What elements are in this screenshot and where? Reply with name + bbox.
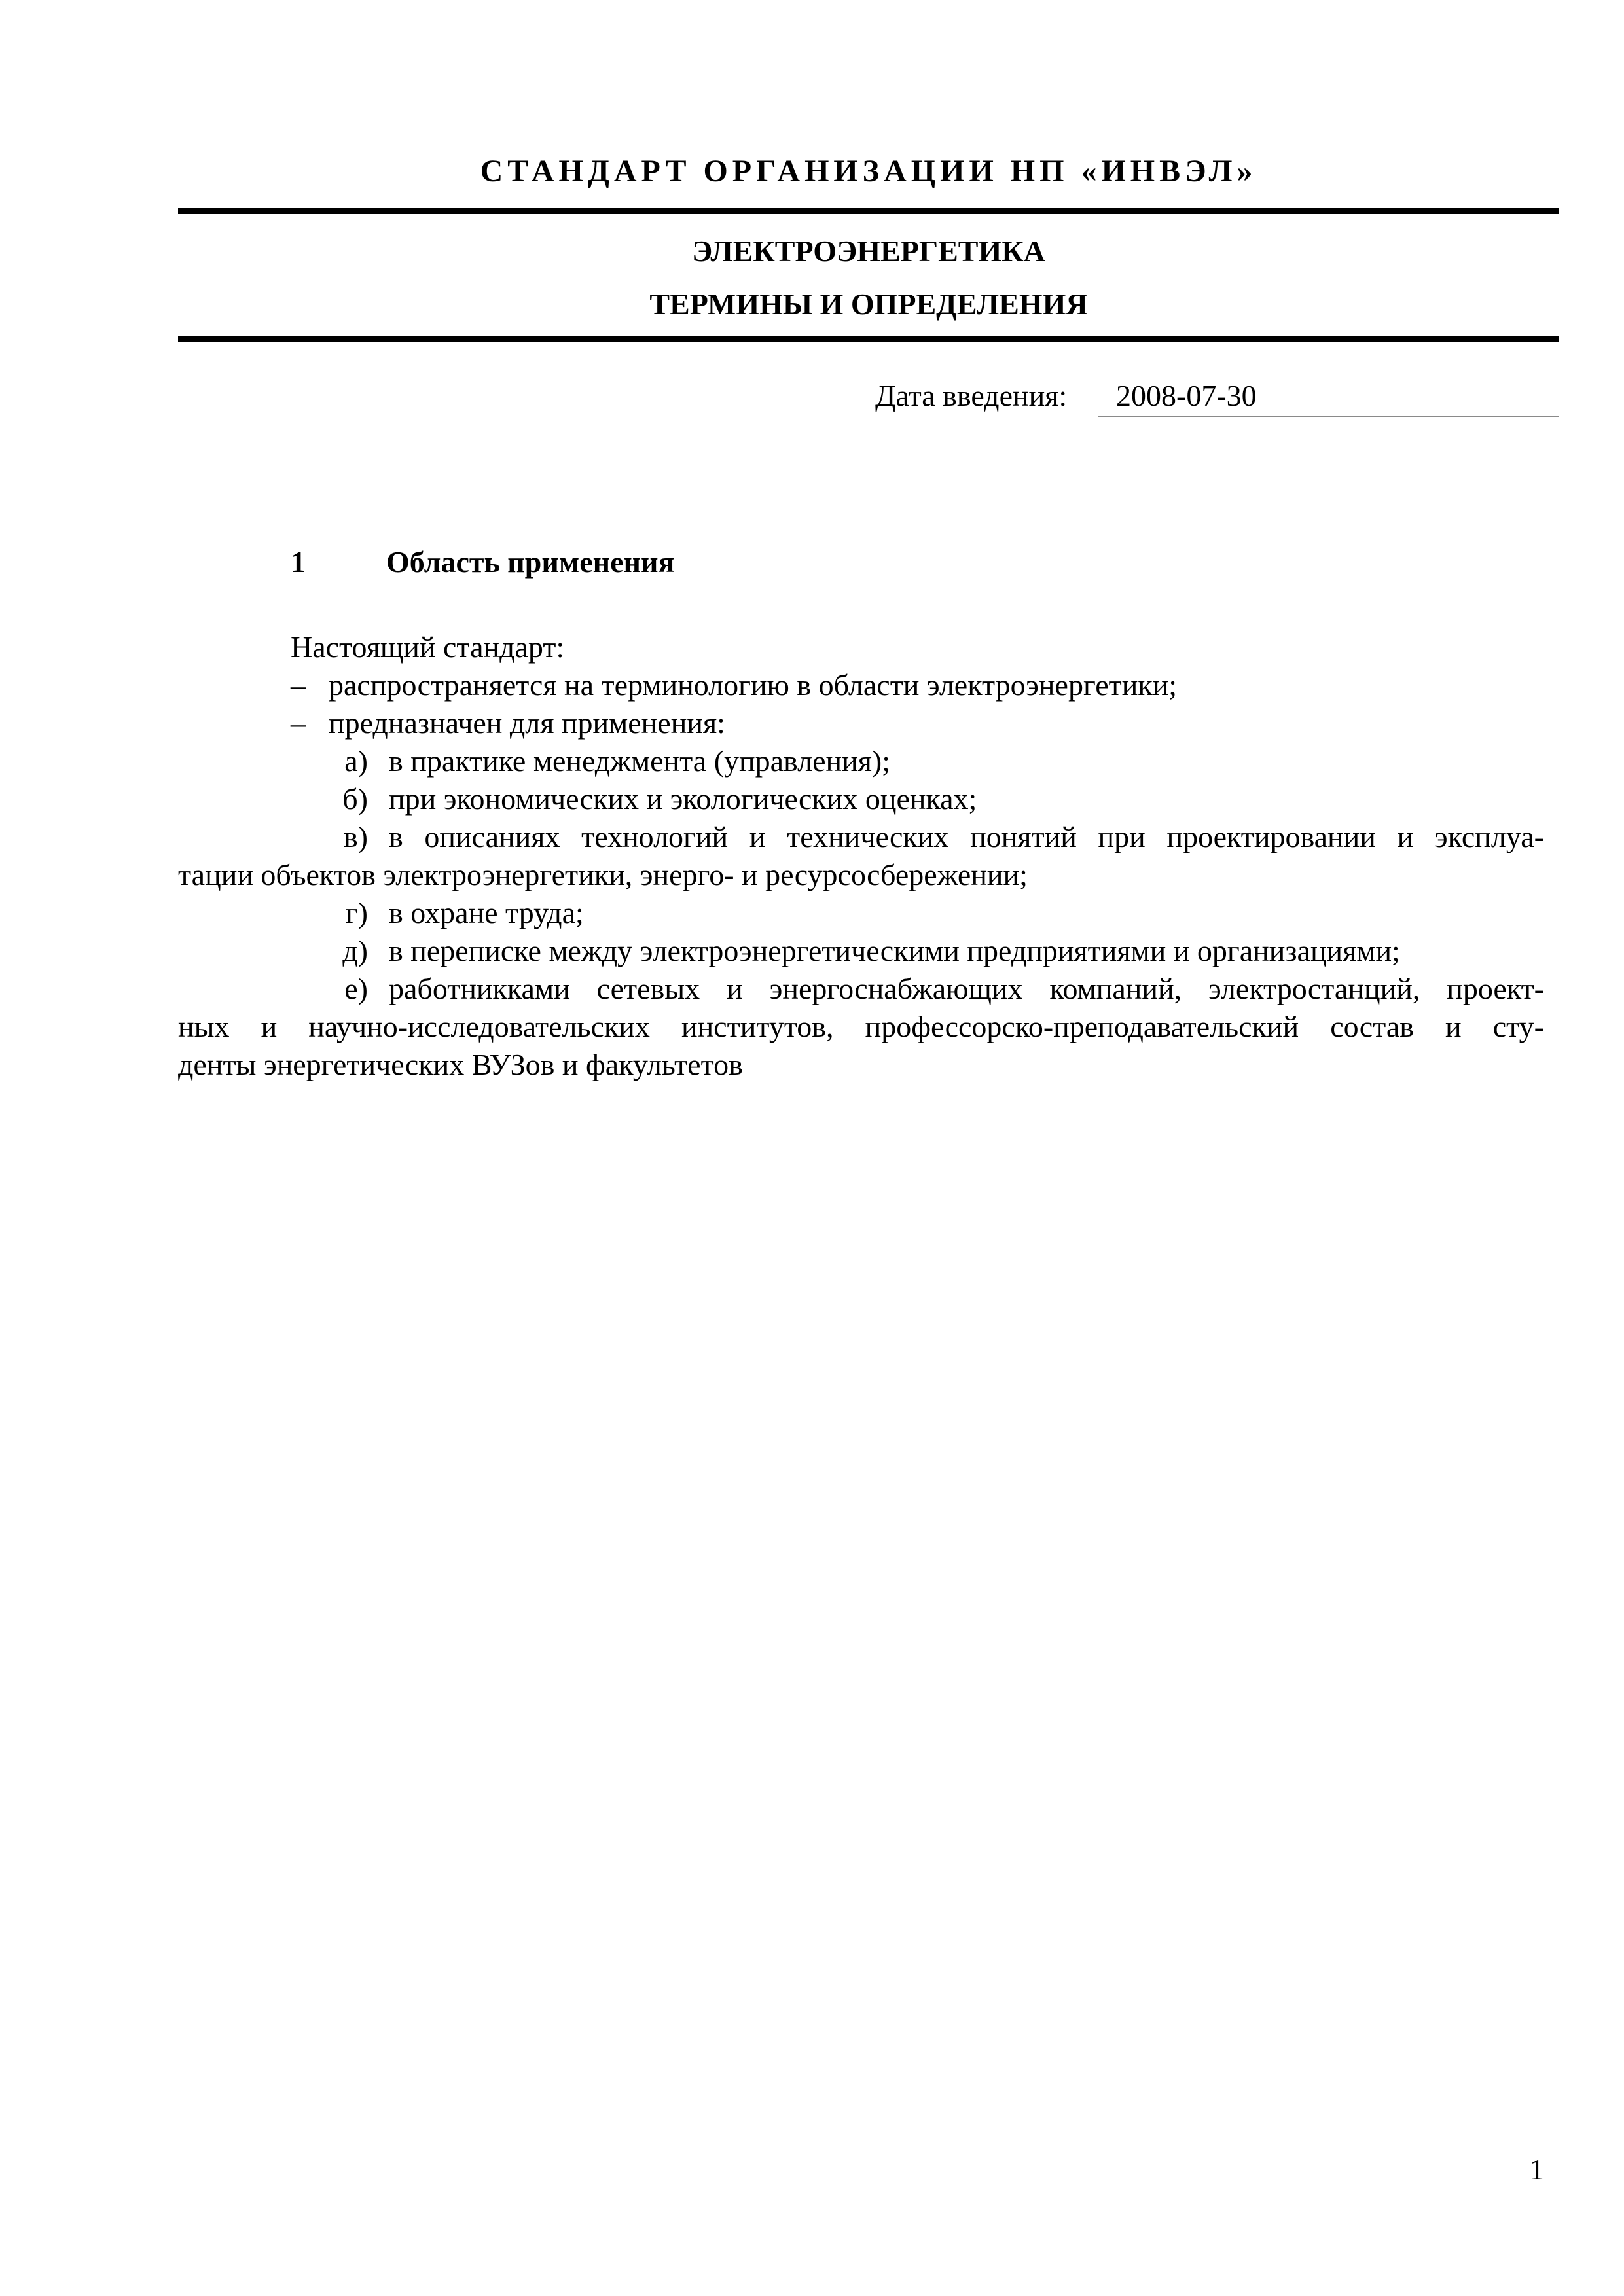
intro-date-value: 2008-07-30 (1116, 379, 1257, 412)
list-marker: а) (344, 744, 368, 778)
document-subtitle-domain: ЭЛЕКТРОЭНЕРГЕТИКА (692, 234, 1045, 268)
list-marker: д) (342, 934, 368, 967)
section-lead: Настоящий стандарт: (291, 630, 565, 664)
list-item-text: при экономических и экологических оценках; (389, 782, 977, 816)
list-item-continuation: денты энергетических ВУЗов и факультетов (178, 1048, 743, 1081)
section-number: 1 (291, 545, 306, 579)
dash-bullet-marker: – (291, 706, 306, 740)
list-item-text: в переписке между электроэнергетическими предприятиями и организациями; (389, 934, 1400, 967)
document-subtitle-terms: ТЕРМИНЫ И ОПРЕДЕЛЕНИЯ (649, 287, 1088, 321)
page-number: 1 (1529, 2153, 1544, 2186)
bullet-scope: распространяется на терминологию в области электроэнергетики; (329, 668, 1178, 702)
list-item-continuation: ных и научно-исследовательских институтов, профессорско-преподавательский состав и сту- (178, 1010, 1544, 1043)
list-marker: б) (342, 782, 368, 816)
list-marker: е) (344, 972, 368, 1005)
list-item-text: в охране труда; (389, 896, 584, 929)
dash-bullet-marker: – (291, 668, 306, 702)
section-title: Область применения (386, 545, 675, 579)
list-item-text: в практике менеджмента (управления); (389, 744, 891, 778)
top-rule (178, 208, 1559, 214)
standard-title: СТАНДАРТ ОРГАНИЗАЦИИ НП «ИНВЭЛ» (480, 154, 1257, 188)
list-marker: г) (345, 896, 368, 929)
intro-date-underline (1098, 416, 1559, 417)
list-item-text: работникками сетевых и энергоснабжающих компаний, электростанций, проект- (389, 972, 1544, 1005)
bottom-rule (178, 336, 1559, 342)
bullet-purpose: предназначен для применения: (329, 706, 725, 740)
list-item-continuation: тации объектов электроэнергетики, энерго- и ресурсосбережении; (178, 858, 1028, 891)
list-item-text: в описаниях технологий и технических понятий при проектировании и эксплуа- (389, 820, 1544, 853)
intro-date-label: Дата введения: (875, 379, 1068, 412)
list-marker: в) (343, 820, 368, 853)
